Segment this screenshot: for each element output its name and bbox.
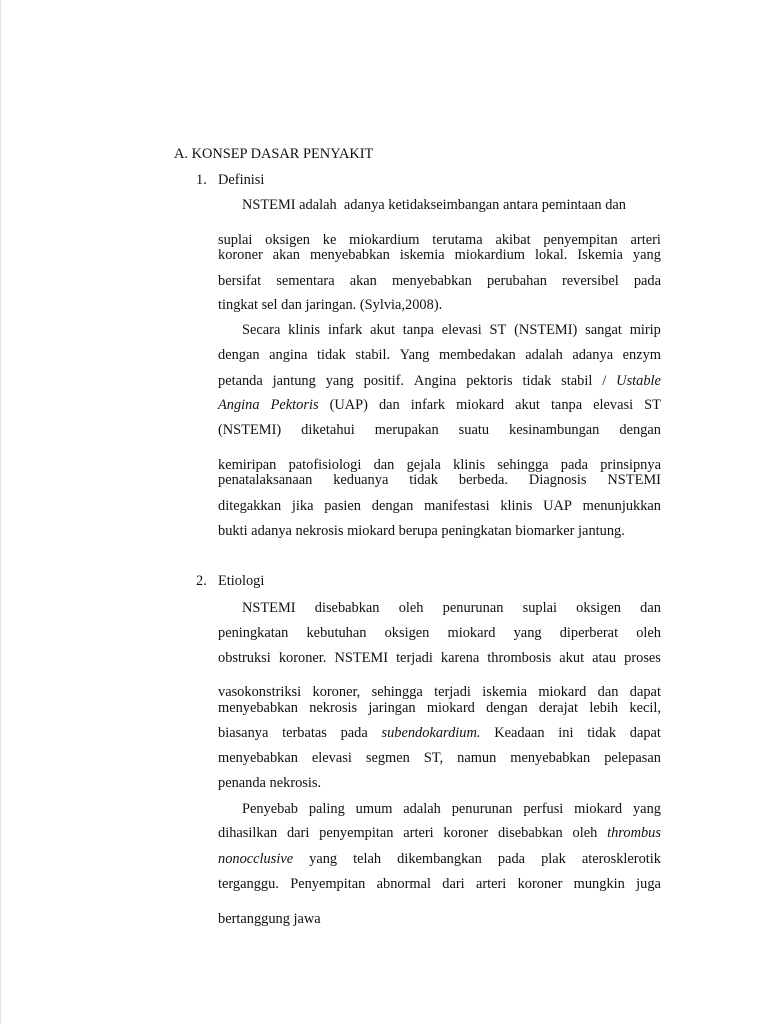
word: elevasi: [593, 397, 634, 413]
justified-line: [218, 625, 661, 642]
word: juga: [636, 876, 661, 892]
word: ini: [558, 725, 574, 741]
text-line: [242, 801, 661, 818]
subsection-title: Definisi: [218, 172, 265, 188]
word: (NSTEMI): [218, 422, 282, 438]
subsection-number: 2.: [196, 573, 207, 589]
word: dihasilkan: [218, 825, 278, 841]
word: dengan: [371, 498, 414, 514]
word: oleh: [572, 825, 598, 841]
word: mirip: [629, 322, 661, 338]
word: kebutuhan: [306, 625, 367, 641]
text-line: [218, 347, 661, 364]
word: segmen: [365, 750, 410, 766]
word: angina: [269, 347, 308, 363]
word: arteri: [403, 825, 434, 841]
word: diketahui: [301, 422, 355, 438]
word: menyebabkan: [309, 247, 390, 263]
justified-line: [218, 347, 661, 364]
italic-word: subendokardium.: [381, 725, 481, 741]
word: suplai: [522, 600, 557, 616]
word: terjadi: [396, 650, 433, 666]
word: jika: [291, 498, 314, 514]
word: pada: [497, 851, 526, 867]
word: klinis: [500, 498, 533, 514]
word: Iskemia: [577, 247, 623, 263]
italic-word: Ustable: [616, 373, 661, 389]
justified-line: [218, 273, 661, 290]
text-line: [218, 373, 661, 390]
word: dapat: [629, 725, 661, 741]
word: positif.: [363, 373, 405, 389]
word: karena: [440, 650, 480, 666]
word: terutama: [432, 232, 483, 248]
word: elevasi: [441, 322, 482, 338]
word: pasien: [324, 498, 361, 514]
justified-line: [218, 247, 661, 264]
word: yang: [309, 851, 338, 867]
word: dapat: [629, 684, 661, 700]
text-line: [218, 725, 661, 742]
word: bersifat: [218, 273, 262, 289]
word: dan: [640, 600, 661, 616]
word: Secara: [242, 322, 281, 338]
subsection-number: 1.: [196, 172, 207, 188]
word: dengan: [486, 700, 528, 716]
word: Diagnosis: [528, 472, 587, 488]
section-heading: A. KONSEP DASAR PENYAKIT: [174, 146, 374, 162]
word: derajat: [538, 700, 579, 716]
word: ditegakkan: [218, 498, 282, 514]
word: sehingga: [371, 684, 423, 700]
word: yang: [632, 801, 661, 817]
word: miokard: [538, 684, 587, 700]
word: umum: [355, 801, 393, 817]
word: obstruksi: [218, 650, 271, 666]
text-line: [218, 498, 661, 515]
word: NSTEMI: [607, 472, 661, 488]
word: akan: [272, 247, 300, 263]
word: oleh: [636, 625, 661, 641]
italic-word: nonocclusive: [218, 851, 294, 867]
word: thrombosis: [487, 650, 552, 666]
word: tidak: [522, 373, 552, 389]
justified-line: [242, 322, 661, 339]
word: koroner: [218, 247, 263, 263]
word: pada: [560, 457, 588, 473]
subsection-title: Etiologi: [218, 573, 265, 589]
word: yang: [325, 373, 354, 389]
justified-line: [242, 801, 661, 818]
text-line: [242, 600, 661, 617]
word: dan: [373, 457, 395, 473]
word: gejala: [406, 457, 441, 473]
word: koroner: [443, 825, 489, 841]
word: Penyempitan: [290, 876, 366, 892]
word: stabil: [561, 373, 593, 389]
word: pektoris: [466, 373, 513, 389]
word: koroner: [517, 876, 563, 892]
subsection-definisi: [196, 172, 264, 189]
word: tidak: [587, 725, 617, 741]
word: sangat: [585, 322, 622, 338]
word: paling: [308, 801, 345, 817]
word: dengan: [218, 347, 260, 363]
text-line: tingkat sel dan jaringan. (Sylvia,2008).: [218, 297, 443, 313]
word: sehingga: [497, 457, 549, 473]
word: dari: [286, 825, 310, 841]
word: perubahan: [486, 273, 547, 289]
word: Penyebab: [242, 801, 298, 817]
justified-line: [218, 498, 661, 515]
word: ST: [644, 397, 661, 413]
word: yang: [632, 247, 661, 263]
word: vasokonstriksi: [218, 684, 302, 700]
word: menunjukkan: [582, 498, 661, 514]
word: patofisiologi: [288, 457, 362, 473]
text-line: [218, 851, 661, 868]
word: (UAP): [329, 397, 368, 413]
word: akibat: [495, 232, 531, 248]
word: proses: [624, 650, 661, 666]
text-line: [218, 625, 661, 642]
text-line: [218, 273, 661, 290]
word: atau: [592, 650, 617, 666]
word: dari: [442, 876, 465, 892]
word: pelepasan: [604, 750, 661, 766]
word: akut: [515, 397, 540, 413]
italic-word: Pektoris: [270, 397, 319, 413]
word: adanya: [572, 347, 614, 363]
word: namun: [457, 750, 497, 766]
word: dan: [378, 397, 400, 413]
word: sementara: [276, 273, 335, 289]
word: miokardium: [349, 232, 420, 248]
word: ST,: [423, 750, 444, 766]
word: elevasi: [311, 750, 352, 766]
justified-line: [218, 684, 661, 701]
word: pada: [340, 725, 368, 741]
text-line: bukti adanya nekrosis miokard berupa peningkatan biomarker jantung.: [218, 523, 625, 539]
word: koroner.: [278, 650, 327, 666]
word: yang: [513, 625, 542, 641]
text-line: bertanggung jawa: [218, 911, 321, 927]
word: oleh: [398, 600, 424, 616]
word: UAP: [543, 498, 572, 514]
word: pada: [633, 273, 661, 289]
word: plak: [541, 851, 566, 867]
word: kemiripan: [218, 457, 277, 473]
word: terganggu.: [218, 876, 279, 892]
justified-line: [218, 373, 661, 390]
word: abnormal: [376, 876, 431, 892]
word: berbeda.: [458, 472, 509, 488]
word: penurunan: [442, 600, 504, 616]
subsection-etiologi: [196, 573, 264, 590]
word: infark: [327, 322, 363, 338]
word: stabil.: [355, 347, 391, 363]
justified-line: [218, 397, 661, 414]
word: penurunan: [451, 801, 513, 817]
word: penatalaksanaan: [218, 472, 313, 488]
word: menyebabkan: [218, 750, 298, 766]
word: aterosklerotik: [581, 851, 661, 867]
word: dengan: [619, 422, 661, 438]
text-line: [218, 684, 661, 701]
justified-line: [242, 600, 661, 617]
word: petanda: [218, 373, 263, 389]
word: enzym: [622, 347, 661, 363]
word: miokard: [574, 801, 623, 817]
justified-line: [218, 422, 661, 439]
text-line: [218, 247, 661, 264]
word: arteri: [630, 232, 661, 248]
text-line: NSTEMI adalah adanya ketidakseimbangan antara pemintaan dan: [242, 197, 627, 213]
word: /: [602, 373, 607, 389]
word: membedakan: [438, 347, 516, 363]
word: diperberat: [559, 625, 619, 641]
word: penyempitan: [543, 232, 618, 248]
word: oksigen: [265, 232, 310, 248]
word: prinsipnya: [600, 457, 661, 473]
word: ke: [322, 232, 337, 248]
word: oksigen: [576, 600, 621, 616]
word: merupakan: [374, 422, 439, 438]
text-line: [218, 750, 661, 767]
word: manifestasi: [424, 498, 490, 514]
word: tidak: [317, 347, 346, 363]
word: adalah: [525, 347, 563, 363]
word: akut: [559, 650, 585, 666]
word: terjadi: [434, 684, 471, 700]
word: menyebabkan: [391, 273, 472, 289]
word: infark: [410, 397, 446, 413]
word: dikembangkan: [397, 851, 482, 867]
justified-line: [218, 725, 661, 742]
word: arteri: [475, 876, 507, 892]
text-line: [218, 700, 661, 717]
justified-line: [218, 825, 661, 842]
word: Angina: [413, 373, 457, 389]
word: miokardium: [454, 247, 525, 263]
word: kecil,: [629, 700, 661, 716]
text-line: [218, 825, 661, 842]
word: tanpa: [550, 397, 583, 413]
justified-line: [218, 700, 661, 717]
text-line: [218, 650, 661, 667]
word: koroner,: [312, 684, 361, 700]
word: tanpa: [402, 322, 434, 338]
text-line: [218, 876, 661, 893]
word: suplai: [218, 232, 253, 248]
text-line: [218, 397, 661, 414]
italic-word: thrombus: [607, 825, 661, 841]
word: ST: [489, 322, 507, 338]
word: tidak: [409, 472, 438, 488]
word: miokard: [456, 397, 505, 413]
word: keduanya: [333, 472, 389, 488]
word: peningkatan: [218, 625, 289, 641]
word: (NSTEMI): [514, 322, 578, 338]
justified-line: [218, 472, 661, 489]
word: mungkin: [573, 876, 625, 892]
word: iskemia: [399, 247, 445, 263]
word: telah: [353, 851, 382, 867]
word: kesinambungan: [509, 422, 600, 438]
word: suatu: [458, 422, 490, 438]
word: jaringan: [368, 700, 416, 716]
word: iskemia: [482, 684, 527, 700]
word: jantung: [272, 373, 316, 389]
justified-line: [218, 650, 661, 667]
word: dan: [597, 684, 619, 700]
word: disebabkan: [497, 825, 563, 841]
word: penyempitan: [319, 825, 394, 841]
word: menyebabkan: [510, 750, 591, 766]
text-line: penanda nekrosis.: [218, 775, 322, 791]
text-line: [218, 472, 661, 489]
word: lebih: [589, 700, 619, 716]
word: miokard: [426, 700, 475, 716]
word: miokard: [447, 625, 496, 641]
word: lokal.: [534, 247, 568, 263]
justified-line: [218, 851, 661, 868]
word: perfusi: [523, 801, 564, 817]
text-line: [218, 422, 661, 439]
italic-word: Angina: [218, 397, 260, 413]
justified-line: [218, 876, 661, 893]
word: klinis: [453, 457, 486, 473]
word: Yang: [399, 347, 430, 363]
word: adalah: [403, 801, 441, 817]
word: terbatas: [282, 725, 327, 741]
word: NSTEMI: [334, 650, 389, 666]
word: menyebabkan: [218, 700, 298, 716]
word: klinis: [288, 322, 321, 338]
word: reversibel: [562, 273, 619, 289]
word: Keadaan: [494, 725, 545, 741]
word: biasanya: [218, 725, 269, 741]
word: disebabkan: [314, 600, 380, 616]
word: akan: [349, 273, 377, 289]
word: akut: [370, 322, 395, 338]
word: oksigen: [384, 625, 430, 641]
word: nekrosis: [309, 700, 358, 716]
word: NSTEMI: [242, 600, 296, 616]
text-line: [242, 322, 661, 339]
justified-line: [218, 750, 661, 767]
